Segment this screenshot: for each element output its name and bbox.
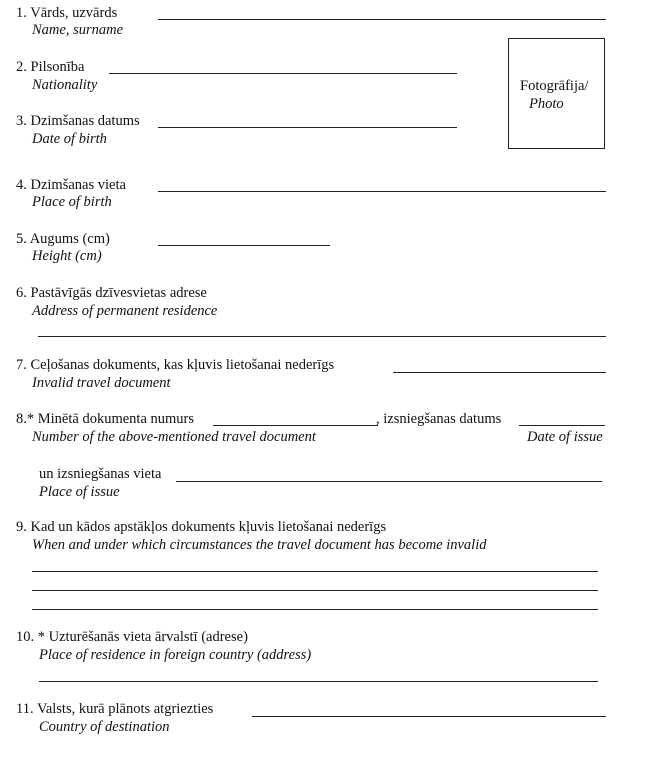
address-input-line[interactable] — [38, 336, 606, 337]
field-address-label: 6. Pastāvīgās dzīvesvietas adrese — [16, 285, 207, 301]
height-input-line[interactable] — [158, 245, 330, 246]
field-address-label-en: Address of permanent residence — [32, 303, 218, 319]
field-doc-number-label-en: Number of the above-mentioned travel document — [32, 429, 316, 445]
field-name-label: 1. Vārds, uzvārds — [16, 5, 118, 21]
field-issue-date-label: , izsniegšanas datums — [376, 411, 502, 427]
field-height-label: 5. Augums (cm) — [16, 231, 110, 247]
field-dob-label: 3. Dzimšanas datums — [16, 113, 140, 129]
field-destination-label: 11. Valsts, kurā plānots atgriezties — [16, 701, 214, 717]
field-name-label-en: Name, surname — [32, 22, 124, 38]
circumstances-input-line[interactable] — [32, 609, 598, 610]
field-issue-place-label-en: Place of issue — [39, 484, 120, 500]
foreign-residence-input-line[interactable] — [39, 681, 598, 682]
destination-input-line[interactable] — [252, 716, 606, 717]
field-pob-label: 4. Dzimšanas vieta — [16, 177, 126, 193]
name-input-line[interactable] — [158, 19, 606, 20]
doc-number-input-line[interactable] — [213, 425, 378, 426]
pob-input-line[interactable] — [158, 191, 606, 192]
photo-box[interactable] — [508, 38, 605, 149]
field-doc-number-label: 8.* Minētā dokumenta numurs — [16, 411, 195, 427]
field-nationality-label-en: Nationality — [32, 77, 98, 93]
field-dob-label-en: Date of birth — [32, 131, 107, 147]
dob-input-line[interactable] — [158, 127, 457, 128]
issue-place-input-line[interactable] — [176, 481, 602, 482]
nationality-input-line[interactable] — [109, 73, 457, 74]
field-destination-label-en: Country of destination — [39, 719, 170, 735]
circumstances-input-line[interactable] — [32, 571, 598, 572]
field-circumstances-label-en: When and under which circumstances the travel document has become invalid — [32, 537, 487, 553]
field-issue-place-label: un izsniegšanas vieta — [39, 466, 162, 482]
circumstances-input-line[interactable] — [32, 590, 598, 591]
photo-label: Fotogrāfija/ — [520, 78, 589, 94]
field-invalid-doc-label-en: Invalid travel document — [32, 375, 171, 391]
issue-date-input-line[interactable] — [519, 425, 605, 426]
field-invalid-doc-label: 7. Ceļošanas dokuments, kas kļuvis lietošanai nederīgs — [16, 357, 335, 373]
field-circumstances-label: 9. Kad un kādos apstākļos dokuments kļuvis lietošanai nederīgs — [16, 519, 387, 535]
field-foreign-residence-label-en: Place of residence in foreign country (address) — [39, 647, 312, 663]
photo-label-en: Photo — [529, 96, 564, 112]
field-foreign-residence-label: 10. * Uzturēšanās vieta ārvalstī (adrese) — [16, 629, 248, 645]
field-height-label-en: Height (cm) — [32, 248, 102, 264]
field-pob-label-en: Place of birth — [32, 194, 112, 210]
field-nationality-label: 2. Pilsonība — [16, 59, 85, 75]
field-issue-date-label-en: Date of issue — [527, 429, 603, 445]
invalid-doc-input-line[interactable] — [393, 372, 606, 373]
